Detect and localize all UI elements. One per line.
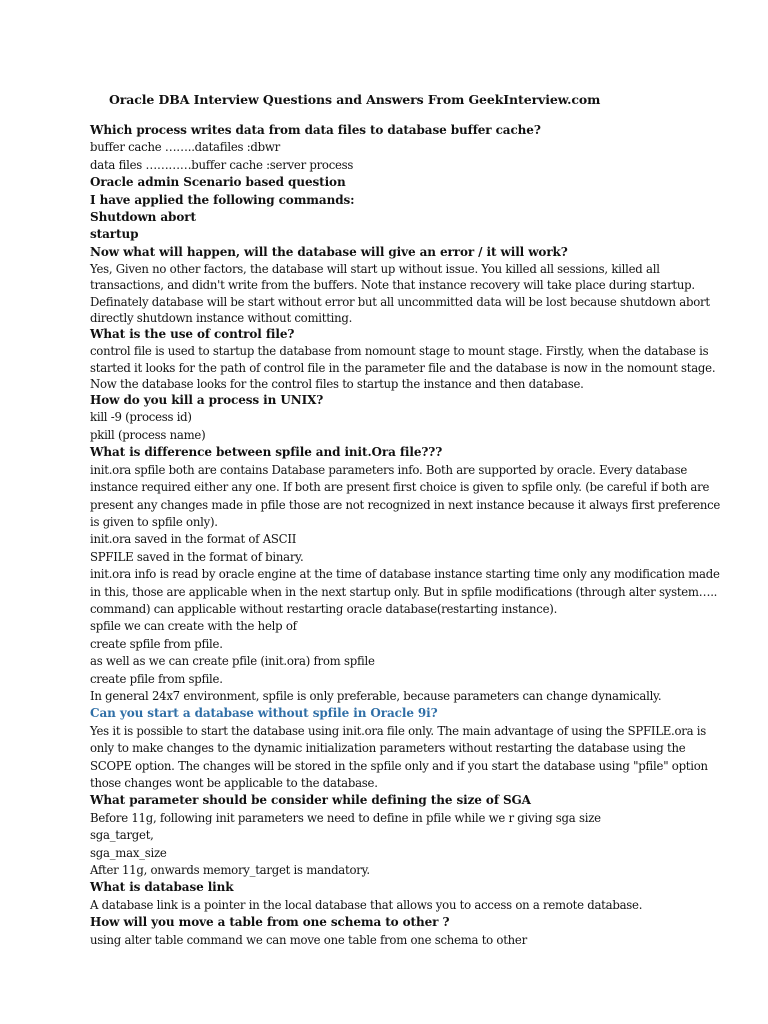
answer-line: instance required either any one. If both are present first choice is given to spfile only. (be careful if both are bbox=[90, 480, 710, 495]
answer-line: Definately database will be start without error but all uncommitted data will be lost because shutdown abort bbox=[90, 294, 710, 309]
question-heading: Oracle admin Scenario based question bbox=[90, 175, 346, 190]
answer-line: SCOPE option. The changes will be stored in the spfile only and if you start the database using "pfile" option bbox=[90, 758, 708, 773]
answer-line: init.ora info is read by oracle engine at the time of database instance starting time only any modification made bbox=[90, 567, 720, 582]
answer-line: sga_target, bbox=[90, 828, 154, 843]
answer-line: Yes, Given no other factors, the database will start up without issue. You killed all sessions, killed all bbox=[90, 262, 660, 277]
answer-line: control file is used to startup the database from nomount stage to mount stage. Firstly, when the database is bbox=[90, 344, 709, 359]
document-title: Oracle DBA Interview Questions and Answers From GeekInterview.com bbox=[109, 92, 601, 107]
question-heading: How do you kill a process in UNIX? bbox=[90, 393, 324, 408]
question-heading: What is the use of control file? bbox=[90, 327, 295, 342]
answer-line: started it looks for the path of control file in the parameter file and the database is now in the nomount stage. bbox=[90, 360, 716, 375]
question-heading: How will you move a table from one schema to other ? bbox=[90, 915, 450, 930]
answer-line: using alter table command we can move one table from one schema to other bbox=[90, 932, 527, 947]
answer-line: A database link is a pointer in the local database that allows you to access on a remote database. bbox=[90, 897, 643, 912]
answer-line: Yes it is possible to start the database using init.ora file only. The main advantage of using the SPFILE.ora is bbox=[90, 723, 706, 738]
answer-line: init.ora saved in the format of ASCII bbox=[90, 532, 297, 547]
question-heading: Shutdown abort bbox=[90, 210, 196, 225]
question-heading: Which process writes data from data files to database buffer cache? bbox=[90, 123, 541, 137]
answer-line: SPFILE saved in the format of binary. bbox=[90, 549, 304, 564]
question-heading: Now what will happen, will the database will give an error / it will work? bbox=[90, 244, 568, 259]
answer-line: those changes wont be applicable to the database. bbox=[90, 776, 378, 791]
question-heading: Can you start a database without spfile in Oracle 9i? bbox=[90, 706, 438, 721]
answer-line: present any changes made in pfile those are not recognized in next instance because it always first preference bbox=[90, 497, 721, 512]
answer-line: transactions, and didn't write from the buffers. Note that instance recovery will take place during startup. bbox=[90, 278, 695, 293]
question-heading: What is difference between spfile and init.Ora file??? bbox=[90, 445, 443, 460]
answer-line: as well as we can create pfile (init.ora) from spfile bbox=[90, 654, 375, 669]
answer-line: directly shutdown instance without comitting. bbox=[90, 310, 353, 325]
answer-line: is given to spfile only). bbox=[90, 514, 218, 529]
question-heading: What parameter should be consider while defining the size of SGA bbox=[90, 793, 531, 808]
answer-line: buffer cache ……..datafiles :dbwr bbox=[90, 140, 280, 155]
question-heading: I have applied the following commands: bbox=[90, 192, 355, 207]
answer-line: data files …………buffer cache :server process bbox=[90, 157, 354, 172]
answer-line: sga_max_size bbox=[90, 845, 167, 860]
answer-line: create spfile from pfile. bbox=[90, 636, 223, 651]
answer-line: in this, those are applicable when in the next startup only. But in spfile modifications (through alter system….. bbox=[90, 584, 718, 599]
question-heading: startup bbox=[90, 227, 139, 242]
answer-line: command) can applicable without restarting oracle database(restarting instance). bbox=[90, 601, 558, 616]
answer-line: Before 11g, following init parameters we need to define in pfile while we r giving sga size bbox=[90, 810, 601, 825]
answer-line: In general 24x7 environment, spfile is only preferable, because parameters can change dynamically. bbox=[90, 688, 662, 703]
answer-line: pkill (process name) bbox=[90, 427, 206, 442]
answer-line: Now the database looks for the control files to startup the instance and then database. bbox=[90, 376, 584, 391]
answer-line: create pfile from spfile. bbox=[90, 671, 223, 686]
answer-line: After 11g, onwards memory_target is mandatory. bbox=[90, 863, 370, 878]
question-heading: What is database link bbox=[90, 880, 234, 895]
answer-line: spfile we can create with the help of bbox=[90, 619, 297, 634]
document-body bbox=[90, 122, 721, 949]
answer-line: only to make changes to the dynamic initialization parameters without restarting the database using the bbox=[90, 741, 686, 756]
answer-line: init.ora spfile both are contains Database parameters info. Both are supported by oracle. Every database bbox=[90, 462, 688, 477]
answer-line: kill -9 (process id) bbox=[90, 410, 192, 425]
